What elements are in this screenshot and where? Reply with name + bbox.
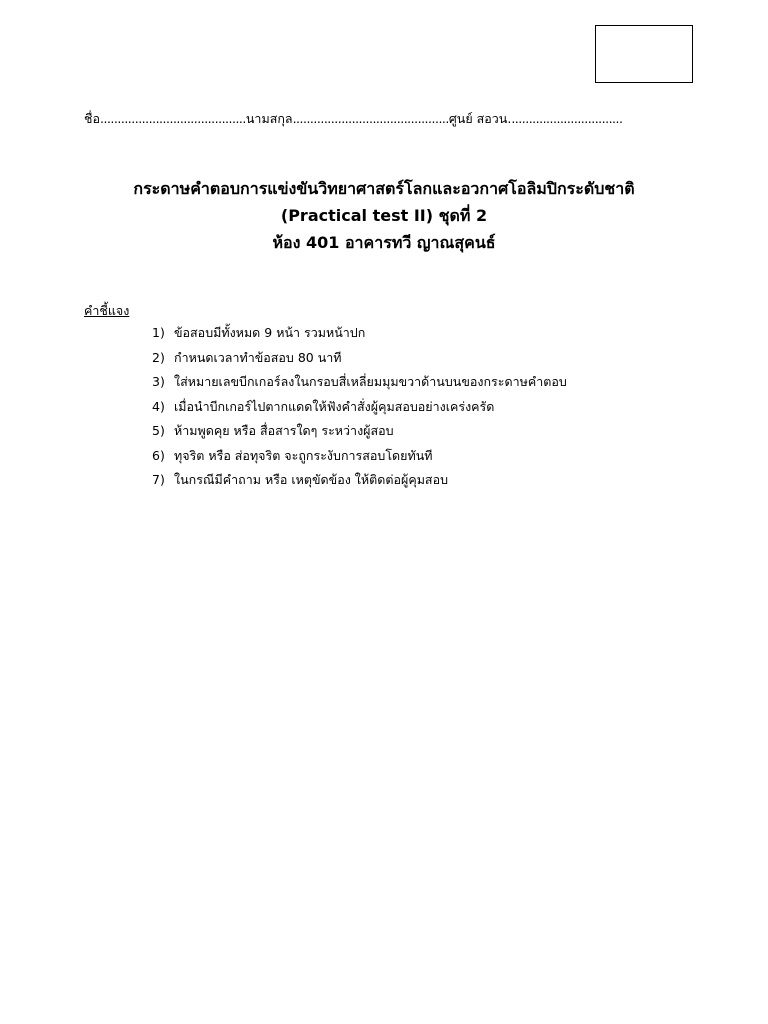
instruction-item <box>152 348 567 373</box>
instruction-item <box>152 397 567 422</box>
instruction-text: ทุจริต หรือ ส่อทุจริต จะถูกระงับการสอบโดยทันที <box>174 447 433 463</box>
instructions-heading: คำชี้แจง <box>84 303 130 318</box>
document-title <box>0 175 768 256</box>
instruction-text: ใส่หมายเลขบีกเกอร์ลงในกรอบสี่เหลี่ยมมุมขวาด้านบนของกระดาษคำตอบ <box>174 374 567 389</box>
instruction-item <box>152 323 567 348</box>
name-field[interactable]: .......................................... <box>100 111 246 126</box>
instruction-number: 1) <box>152 325 165 340</box>
surname-label: นามสกุล <box>245 111 293 126</box>
center-label: ศูนย์ สอวน. <box>448 111 512 126</box>
title-line-1: กระดาษคำตอบการแข่งขันวิทยาศาสตร์โลกและอวกาศโอลิมปิกระดับชาติ <box>133 179 635 198</box>
instruction-text: ห้ามพูดคุย หรือ สื่อสารใดๆ ระหว่างผู้สอบ <box>174 423 394 438</box>
instruction-item <box>152 470 567 495</box>
surname-field[interactable]: ............................................. <box>292 111 449 126</box>
candidate-info-line <box>84 110 622 128</box>
instruction-text: เมื่อนำบีกเกอร์ไปตากแดดให้ฟังคำสั่งผู้คุมสอบอย่างเคร่งครัด <box>174 398 495 414</box>
title-line-3: ห้อง 401 อาคารทวี ญาณสุคนธ์ <box>272 233 496 252</box>
instruction-text: ในกรณีมีคำถาม หรือ เหตุขัดข้อง ให้ติดต่อผู้คุมสอบ <box>174 472 449 487</box>
instruction-number: 2) <box>152 349 165 365</box>
instructions-list <box>152 323 567 495</box>
beaker-number-box <box>595 25 693 83</box>
instruction-item <box>152 421 567 446</box>
center-field[interactable]: ................................ <box>511 111 623 126</box>
instruction-number: 5) <box>152 423 165 438</box>
instruction-number: 7) <box>152 472 165 487</box>
instruction-number: 4) <box>152 398 165 414</box>
instruction-item <box>152 372 567 397</box>
instruction-number: 6) <box>152 447 165 463</box>
instruction-text: กำหนดเวลาทำข้อสอบ 80 นาที <box>174 349 342 365</box>
name-label: ชื่อ <box>84 111 100 126</box>
title-line-2: (Practical test II) ชุดที่ 2 <box>280 206 488 225</box>
instruction-text: ข้อสอบมีทั้งหมด 9 หน้า รวมหน้าปก <box>174 325 366 340</box>
instruction-number: 3) <box>152 374 165 389</box>
instruction-item <box>152 446 567 471</box>
